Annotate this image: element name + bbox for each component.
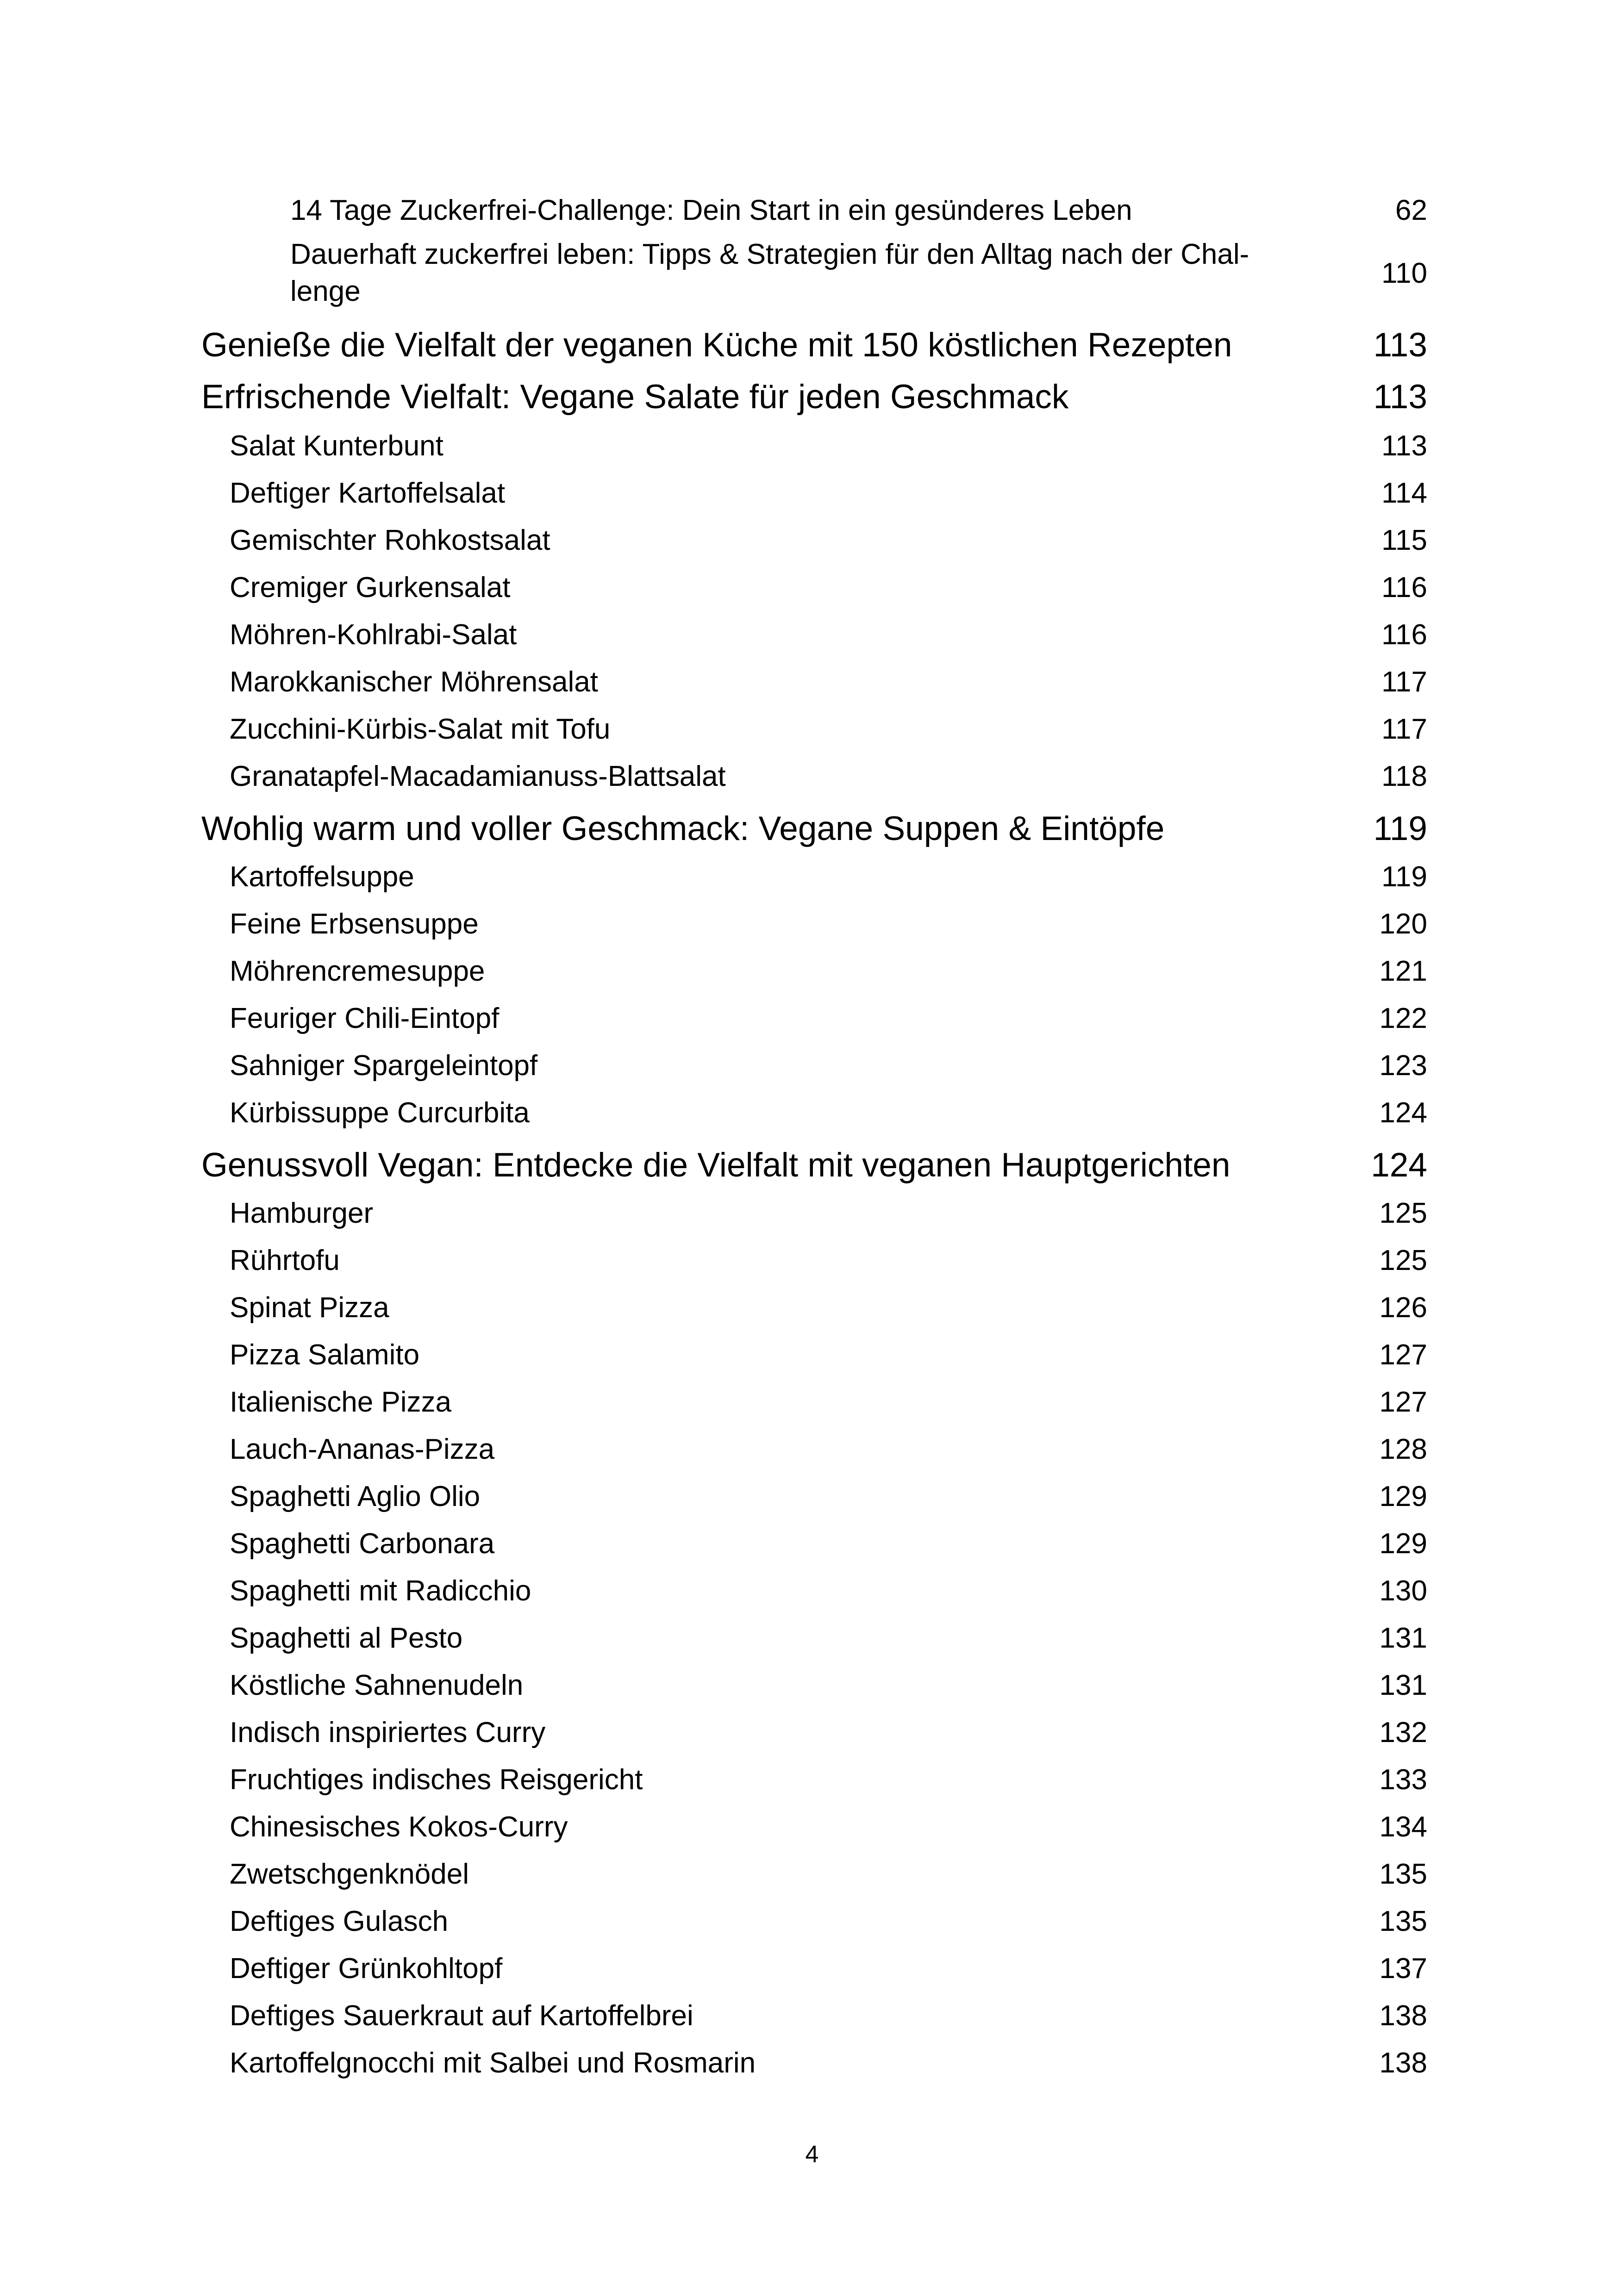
toc-entry[interactable] [230, 1945, 1427, 1992]
toc-entry[interactable] [290, 236, 1427, 310]
toc-entry-title: Sahniger Spargeleintopf [230, 1049, 538, 1082]
toc-entry-page: 126 [1379, 1291, 1427, 1324]
toc-entry-page: 137 [1379, 1952, 1427, 1985]
toc-entry[interactable] [230, 705, 1427, 753]
toc-entry-title: Kartoffelgnocchi mit Salbei und Rosmarin [230, 2047, 756, 2079]
toc-entry-title [290, 236, 1363, 310]
toc-entry-page: 116 [1381, 618, 1427, 651]
toc-entry[interactable] [230, 1992, 1427, 2039]
toc-entry[interactable] [230, 564, 1427, 611]
toc-entry-title: Deftiger Kartoffelsalat [230, 477, 506, 509]
toc-entry-page: 117 [1381, 666, 1427, 698]
toc-entry[interactable] [230, 1089, 1427, 1136]
toc-entry[interactable] [230, 1284, 1427, 1331]
toc-entry[interactable] [230, 2039, 1427, 2086]
toc-entry-page: 116 [1381, 571, 1427, 604]
toc-chapter[interactable] [201, 1139, 1427, 1190]
toc-entry-page: 120 [1379, 908, 1427, 940]
toc-entry[interactable] [230, 1661, 1427, 1709]
toc-entry-page: 129 [1379, 1480, 1427, 1512]
toc-entry[interactable] [230, 753, 1427, 800]
toc-entry[interactable] [230, 1473, 1427, 1520]
toc-entry[interactable] [230, 1189, 1427, 1237]
toc-entry-page: 133 [1379, 1763, 1427, 1796]
toc-entry[interactable] [230, 1378, 1427, 1425]
toc-entry[interactable] [230, 1567, 1427, 1614]
toc-entry-title: Cremiger Gurkensalat [230, 571, 511, 604]
toc-entry[interactable] [230, 900, 1427, 947]
toc-entry-page: 132 [1379, 1716, 1427, 1748]
toc-chapter-title: Wohlig warm und voller Geschmack: Vegane Suppen & Eintöpfe [201, 809, 1165, 847]
toc-entry-page: 62 [1395, 194, 1427, 226]
toc-chapter-title: Genussvoll Vegan: Entdecke die Vielfalt mit veganen Hauptgerichten [201, 1146, 1230, 1184]
toc-entry[interactable] [230, 1709, 1427, 1756]
toc-entry-title: Deftiges Sauerkraut auf Kartoffelbrei [230, 1999, 693, 2032]
toc-entry-page: 138 [1379, 1999, 1427, 2032]
toc-entry[interactable] [230, 1520, 1427, 1567]
toc-entry[interactable] [230, 1237, 1427, 1284]
toc-entry-title-line-2: lenge [290, 275, 361, 307]
toc-entry[interactable] [230, 853, 1427, 900]
page-number: 4 [805, 2141, 819, 2168]
toc-entry-title-line-1: Dauerhaft zuckerfrei leben: Tipps & Strategien für den Alltag nach der Chal- [290, 238, 1249, 270]
toc-entry[interactable] [230, 469, 1427, 516]
toc-entry-page: 115 [1381, 524, 1427, 556]
toc-entry-title: Spaghetti Aglio Olio [230, 1480, 481, 1512]
toc-entry-title: 14 Tage Zuckerfrei-Challenge: Dein Start in ein gesünderes Leben [290, 194, 1132, 226]
toc-entry-title: Rührtofu [230, 1244, 340, 1276]
toc-entry-title: Deftiger Grünkohltopf [230, 1952, 503, 1985]
toc-entry-page: 113 [1381, 429, 1427, 462]
toc-entry-page: 135 [1379, 1905, 1427, 1937]
toc-entry-page: 110 [1381, 257, 1427, 289]
toc-chapter-title: Genieße die Vielfalt der veganen Küche mit 150 köstlichen Rezepten [201, 326, 1232, 364]
toc-entry-title: Pizza Salamito [230, 1338, 420, 1371]
toc-chapter-page: 113 [1373, 378, 1427, 416]
toc-entry-page: 114 [1381, 477, 1427, 509]
toc-entry-page: 124 [1379, 1096, 1427, 1129]
toc-entry-page: 130 [1379, 1574, 1427, 1607]
toc-entry-page: 138 [1379, 2047, 1427, 2079]
toc-entry-title: Spaghetti mit Radicchio [230, 1574, 531, 1607]
toc-chapter-title: Erfrischende Vielfalt: Vegane Salate für jeden Geschmack [201, 378, 1069, 416]
toc-entry[interactable] [230, 1898, 1427, 1945]
toc-entry-page: 123 [1379, 1049, 1427, 1082]
toc-entry-title: Chinesisches Kokos-Curry [230, 1811, 568, 1843]
toc-entry[interactable] [230, 1756, 1427, 1803]
toc-entry-title: Marokkanischer Möhrensalat [230, 666, 599, 698]
toc-entry[interactable] [230, 1850, 1427, 1898]
toc-entry[interactable] [230, 1425, 1427, 1473]
toc-entry-page: 125 [1379, 1244, 1427, 1276]
toc-entry[interactable] [230, 1803, 1427, 1850]
toc-entry-page: 122 [1379, 1002, 1427, 1034]
toc-entry-title: Kürbissuppe Curcurbita [230, 1096, 530, 1129]
toc-entry[interactable] [230, 658, 1427, 705]
toc-entry-page: 127 [1379, 1386, 1427, 1418]
toc-entry[interactable] [230, 995, 1427, 1042]
toc-entry-title: Deftiges Gulasch [230, 1905, 449, 1937]
toc-entry-title: Zucchini-Kürbis-Salat mit Tofu [230, 713, 611, 745]
toc-entry-title: Köstliche Sahnenudeln [230, 1669, 524, 1701]
toc-chapter[interactable] [201, 319, 1427, 370]
toc-entry-title: Spaghetti Carbonara [230, 1527, 495, 1560]
toc-entry-title: Italienische Pizza [230, 1386, 452, 1418]
toc-entry-page: 135 [1379, 1858, 1427, 1890]
toc-entry[interactable] [230, 422, 1427, 469]
toc-entry-title: Spinat Pizza [230, 1291, 389, 1324]
toc-entry[interactable] [230, 1614, 1427, 1661]
toc-entry[interactable] [230, 1331, 1427, 1378]
toc-entry-title: Möhrencremesuppe [230, 955, 485, 987]
toc-entry-page: 117 [1381, 713, 1427, 745]
toc-entry[interactable] [230, 516, 1427, 564]
toc-entry-title: Gemischter Rohkostsalat [230, 524, 550, 556]
toc-entry-title: Granatapfel-Macadamianuss-Blattsalat [230, 760, 726, 792]
toc-entry-title: Lauch-Ananas-Pizza [230, 1433, 495, 1465]
toc-entry-page: 128 [1379, 1433, 1427, 1465]
toc-entry-page: 131 [1379, 1622, 1427, 1654]
toc-entry-title: Hamburger [230, 1197, 374, 1229]
toc-chapter-page: 124 [1371, 1146, 1427, 1184]
toc-entry-page: 129 [1379, 1527, 1427, 1560]
toc-entry-page: 125 [1379, 1197, 1427, 1229]
toc-entry-title: Indisch inspiriertes Curry [230, 1716, 546, 1748]
toc-entry-title: Spaghetti al Pesto [230, 1622, 463, 1654]
toc-entry-title: Kartoffelsuppe [230, 860, 414, 893]
toc-entry[interactable] [290, 187, 1427, 233]
toc-chapter[interactable] [201, 803, 1427, 854]
toc-entry-page: 127 [1379, 1338, 1427, 1371]
toc-entry-page: 121 [1379, 955, 1427, 987]
toc-entry-title: Zwetschgenknödel [230, 1858, 469, 1890]
toc-entry[interactable] [230, 611, 1427, 658]
toc-entry-page: 131 [1379, 1669, 1427, 1701]
toc-entry-page: 119 [1381, 860, 1427, 893]
toc-chapter-page: 113 [1373, 326, 1427, 364]
toc-entry[interactable] [230, 1042, 1427, 1089]
toc-entry-title: Feine Erbsensuppe [230, 908, 479, 940]
toc-entry-title: Möhren-Kohlrabi-Salat [230, 618, 517, 651]
toc-chapter[interactable] [201, 371, 1427, 422]
toc-entry-title: Salat Kunterbunt [230, 429, 443, 462]
toc-entry-page: 134 [1379, 1811, 1427, 1843]
toc-entry-page: 118 [1381, 760, 1427, 792]
toc-entry-title: Feuriger Chili-Eintopf [230, 1002, 500, 1034]
toc-entry-title: Fruchtiges indisches Reisgericht [230, 1763, 643, 1796]
toc-chapter-page: 119 [1373, 809, 1427, 847]
toc-entry[interactable] [230, 947, 1427, 995]
